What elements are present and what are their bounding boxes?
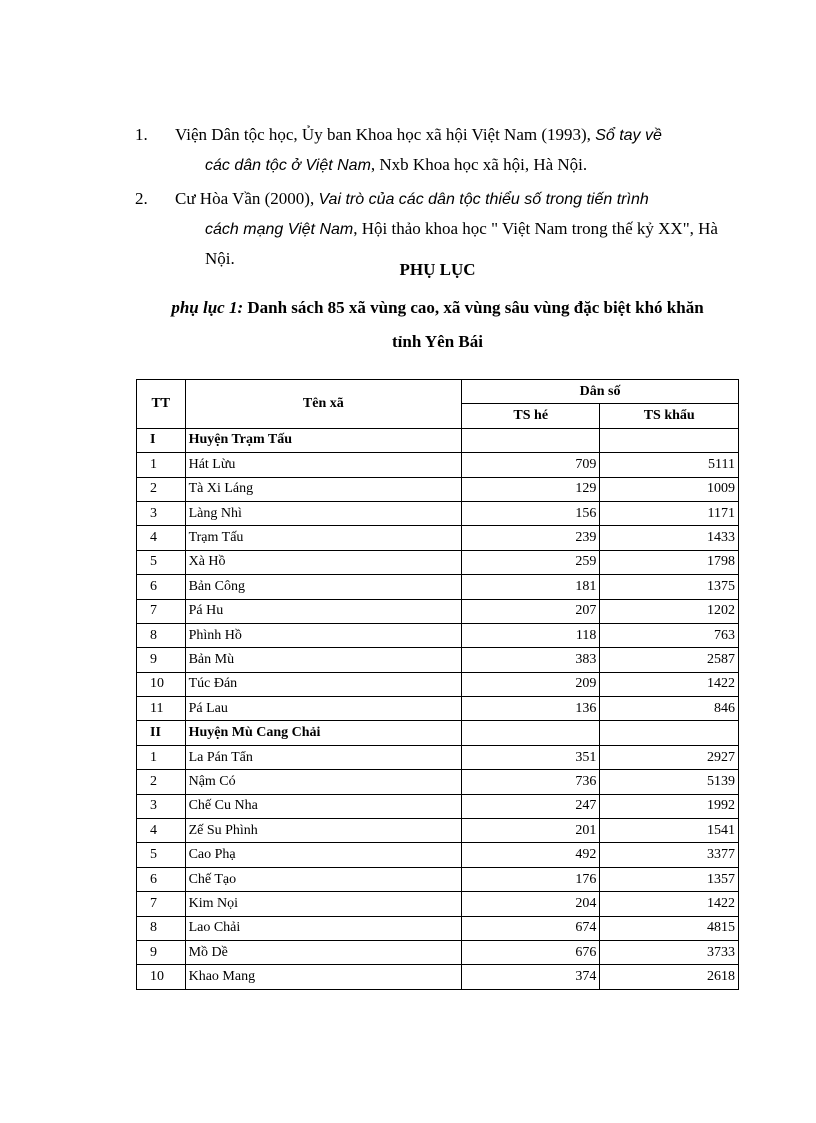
table-row	[137, 501, 739, 525]
table-group-row	[137, 721, 739, 745]
row-number: 10	[137, 965, 186, 989]
row-number: 4	[137, 819, 186, 843]
table-row	[137, 477, 739, 501]
header-tt: TT	[137, 380, 186, 429]
households-value: 247	[462, 794, 600, 818]
row-number: 1	[137, 453, 186, 477]
people-value: 2927	[600, 745, 739, 769]
households-value: 239	[462, 526, 600, 550]
commune-name: Bản Mù	[185, 648, 461, 672]
people-value: 1357	[600, 867, 739, 891]
row-number: 5	[137, 843, 186, 867]
people-value: 1422	[600, 672, 739, 696]
table-row	[137, 697, 739, 721]
reference-text: Viện Dân tộc học, Ủy ban Khoa học xã hội Việt Nam (1993),	[175, 125, 596, 144]
households-value: 674	[462, 916, 600, 940]
table-row	[137, 526, 739, 550]
table-row	[137, 965, 739, 989]
row-number: 9	[137, 940, 186, 964]
row-number: 2	[137, 477, 186, 501]
reference-item	[135, 120, 740, 180]
row-number: 10	[137, 672, 186, 696]
people-value: 1375	[600, 575, 739, 599]
reference-publisher: , Hội thảo khoa học " Việt Nam trong thế kỷ XX", Hà Nội.	[205, 219, 718, 268]
table-row	[137, 892, 739, 916]
table-row	[137, 843, 739, 867]
row-number: 4	[137, 526, 186, 550]
row-number: 6	[137, 575, 186, 599]
commune-name: Kim Nọi	[185, 892, 461, 916]
row-number: 11	[137, 697, 186, 721]
people-value: 846	[600, 697, 739, 721]
households-value: 374	[462, 965, 600, 989]
appendix-subtitle	[135, 291, 740, 359]
households-value: 709	[462, 453, 600, 477]
commune-table	[136, 379, 739, 990]
people-value: 1433	[600, 526, 739, 550]
group-people	[600, 428, 739, 452]
households-value: 383	[462, 648, 600, 672]
households-value: 676	[462, 940, 600, 964]
people-value: 2587	[600, 648, 739, 672]
commune-name: Khao Mang	[185, 965, 461, 989]
households-value: 209	[462, 672, 600, 696]
households-value: 351	[462, 745, 600, 769]
reference-publisher: , Nxb Khoa học xã hội, Hà Nội.	[370, 155, 588, 174]
people-value: 1202	[600, 599, 739, 623]
reference-list	[135, 120, 740, 277]
people-value: 1992	[600, 794, 739, 818]
appendix-label: phụ lục 1:	[171, 298, 244, 317]
people-value: 2618	[600, 965, 739, 989]
row-number: 8	[137, 916, 186, 940]
people-value: 1009	[600, 477, 739, 501]
table-row	[137, 672, 739, 696]
appendix-title-line2: tỉnh Yên Bái	[391, 332, 483, 351]
commune-name: Trạm Tấu	[185, 526, 461, 550]
table-row	[137, 916, 739, 940]
commune-name: Chế Cu Nha	[185, 794, 461, 818]
table-group-row	[137, 428, 739, 452]
people-value: 5111	[600, 453, 739, 477]
appendix-title: Danh sách 85 xã vùng cao, xã vùng sâu vùng đặc biệt khó khăn	[243, 298, 704, 317]
table-row	[137, 867, 739, 891]
households-value: 176	[462, 867, 600, 891]
commune-name: Cao Phạ	[185, 843, 461, 867]
commune-name: Mồ Dề	[185, 940, 461, 964]
row-number: 8	[137, 623, 186, 647]
commune-name: Phình Hồ	[185, 623, 461, 647]
people-value: 5139	[600, 770, 739, 794]
table-row	[137, 623, 739, 647]
group-name: Huyện Trạm Tấu	[185, 428, 461, 452]
table-row	[137, 453, 739, 477]
header-people: TS khẩu	[600, 404, 739, 428]
reference-number: 2.	[135, 189, 148, 208]
commune-name: Hát Lừu	[185, 453, 461, 477]
row-number: 1	[137, 745, 186, 769]
table-row	[137, 819, 739, 843]
appendix-heading: PHỤ LỤC	[399, 260, 476, 279]
header-households: TS hé	[462, 404, 600, 428]
households-value: 736	[462, 770, 600, 794]
people-value: 1798	[600, 550, 739, 574]
commune-name: Xà Hồ	[185, 550, 461, 574]
group-number: I	[137, 428, 186, 452]
households-value: 118	[462, 623, 600, 647]
group-people	[600, 721, 739, 745]
commune-name: Chế Tạo	[185, 867, 461, 891]
households-value: 136	[462, 697, 600, 721]
row-number: 3	[137, 501, 186, 525]
people-value: 3377	[600, 843, 739, 867]
commune-name: Làng Nhì	[185, 501, 461, 525]
households-value: 181	[462, 575, 600, 599]
row-number: 3	[137, 794, 186, 818]
table-row	[137, 745, 739, 769]
reference-title: Vai trò của các dân tộc thiểu số trong tiến trình	[318, 191, 649, 208]
commune-name: Lao Chải	[185, 916, 461, 940]
people-value: 1171	[600, 501, 739, 525]
row-number: 6	[137, 867, 186, 891]
reference-title-cont: cách mạng Việt Nam	[205, 221, 354, 238]
row-number: 5	[137, 550, 186, 574]
header-name: Tên xã	[185, 380, 461, 429]
households-value: 201	[462, 819, 600, 843]
commune-name: Pá Hu	[185, 599, 461, 623]
people-value: 4815	[600, 916, 739, 940]
row-number: 7	[137, 599, 186, 623]
table-row	[137, 648, 739, 672]
households-value: 259	[462, 550, 600, 574]
people-value: 1541	[600, 819, 739, 843]
reference-title: Sổ tay về	[595, 127, 662, 144]
group-number: II	[137, 721, 186, 745]
households-value: 207	[462, 599, 600, 623]
households-value: 492	[462, 843, 600, 867]
row-number: 2	[137, 770, 186, 794]
households-value: 129	[462, 477, 600, 501]
households-value: 204	[462, 892, 600, 916]
commune-name: Nậm Có	[185, 770, 461, 794]
row-number: 7	[137, 892, 186, 916]
households-value: 156	[462, 501, 600, 525]
table-row	[137, 599, 739, 623]
table-row	[137, 550, 739, 574]
commune-name: La Pán Tẩn	[185, 745, 461, 769]
people-value: 3733	[600, 940, 739, 964]
commune-name: Zế Su Phình	[185, 819, 461, 843]
commune-name: Bản Công	[185, 575, 461, 599]
row-number: 9	[137, 648, 186, 672]
people-value: 1422	[600, 892, 739, 916]
table-row	[137, 794, 739, 818]
group-households	[462, 721, 600, 745]
header-population: Dân số	[462, 380, 739, 404]
group-name: Huyện Mù Cang Chải	[185, 721, 461, 745]
table-row	[137, 940, 739, 964]
table-row	[137, 575, 739, 599]
group-households	[462, 428, 600, 452]
reference-title-cont: các dân tộc ở Việt Nam	[205, 157, 371, 174]
reference-text: Cư Hòa Vần (2000),	[175, 189, 319, 208]
commune-name: Pá Lau	[185, 697, 461, 721]
people-value: 763	[600, 623, 739, 647]
table-row	[137, 770, 739, 794]
commune-name: Tà Xi Láng	[185, 477, 461, 501]
commune-name: Túc Đán	[185, 672, 461, 696]
reference-number: 1.	[135, 125, 148, 144]
